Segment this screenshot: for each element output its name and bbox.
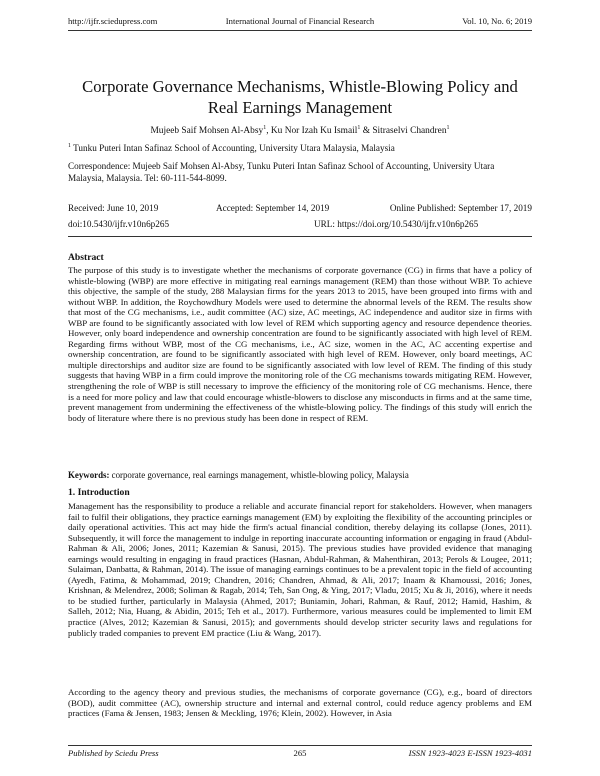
published-date: Online Published: September 17, 2019 — [389, 203, 532, 213]
introduction-paragraph: Management has the responsibility to produce a reliable and accurate financial report for stakeholders. However, when managers fail to fulfil their obligations, they practice earnings management (EM) by exploiting the flexibility of the accounting principles or daily operational activities. This act may hide the firm's actual financial condition, thereby delaying its collapse (Jones, 2011). Subsequently, it will force the management to indulge in reporting inaccurate accounting information or engaging in fraud (Abdul-Rahman & Ali, 2006; Jones, 2011; Kazemian & Sanusi, 2015). The previous studies have provided evidence that managing earnings would resulting in engaging in fraud practices (Hasnan, Abdul-Rahman, & Mahenthiran, 2013; Perols & Lougee, 2011; Sulaiman, Danbatta, & Rahman, 2014). The issue of managing earnings continues to be a prevalent topic in the field of accounting (Ayedh, Fatima, & Mohammad, 2019; Chandren, 2016; Chandren, Ahmad, & Ali, 2017; Inaam & Khamoussi, 2016; Jones, Krishnan, & Melendrez, 2008; Soliman & Ragab, 2014; Teh, San Ong, & Ying, 2017; Vladu, 2015; Xu & Ji, 2016), where it needs to be studied further, particularly in Malaysia (Ahmed, 2017; Buniamin, Johari, Rahman, & Rauf, 2012; Hamid, Hashim, & Salleh, 2012; Nia, Huang, & Abidin, 2015; Teh et al., 2017). Furthermore, various measures could be implemented to limit EM practice (Alves, 2012; Kazemian & Sanusi, 2015); and governments should develop stricter security laws and regulations for publicly traded companies to prevent EM practice (Liu & Wang, 2017). — [68, 501, 532, 638]
author-name: Mujeeb Saif Mohsen Al-Absy — [150, 126, 264, 137]
introduction-paragraph: According to the agency theory and previous studies, the mechanisms of corporate governance (CG), e.g., board of directors (BOD), audit committee (AC), ownership structure and internal and external control, could reduce agency problems and EM practices (Fama & Jensen, 1983; Jensen & Meckling, 1976; Klein, 2002). However, in Asia — [68, 687, 532, 719]
accepted-date: Accepted: September 14, 2019 — [216, 203, 330, 213]
correspondence: Correspondence: Mujeeb Saif Mohsen Al-Absy, Tunku Puteri Intan Safinaz School of Accounting, University Utara Malaysia, Malaysia. Tel: 60-111-544-8099. — [68, 161, 495, 183]
abstract-text: The purpose of this study is to investigate whether the mechanisms of corporate governance (CG) in firms that have a policy of whistle-blowing (WBP) are more effective in mitigating real earnings management (REM) than those without WBP. To achieve this objective, the sample of the study, 288 Malaysian firms for the years 2013 to 2015, have been grouped into firms with and without WBP. In addition, the Roychowdhury Models were used to determine the abnormal levels of the REM. The results show that most of the CG mechanisms, i.e., audit committee (AC) size, AC meetings, AC independence and auditor size in firms with WBP are found to be significantly associated with low level of REM which supporting agency and resource dependence theories. However, only board independence and ownership concentration are found to be significantly associated with high level of REM. Regarding firms without WBP, most of the CG mechanisms, i.e., AC size, women in the AC, AC accenting expertise and ownership concentration, are found to be significantly associated with high level of REM. However, only board meetings, AC multiple directorships and auditor size are found to be significantly associated with low level of REM. The finding of this study suggests that having WBP in a firm could improve the monitoring role of the CG mechanisms towards mitigating REM. However, strengthening the role of WBP is still necessary to improve the efficiency of the monitoring role of CG mechanisms. Hence, there is a need for more policy and law that could encourage whistle-blowers to disclose any misconducts in firms and at the same time, prevent management from undermining the effectiveness of the whistle-blowing policy. The findings of this study will enrich the body of literature where there is no previous study has been done in respect of REM. — [68, 265, 532, 423]
author-list: Mujeeb Saif Mohsen Al-Absy$^1$, Ku Nor Izah Ku Ismail$^1$ & Sitraselvi Chandren$^1$ — [150, 125, 450, 137]
page-number: 265 — [293, 748, 307, 758]
running-header — [68, 16, 532, 30]
doi-url[interactable]: URL: https://doi.org/10.5430/ijfr.v10n6p265 — [314, 219, 479, 229]
affiliation: $^1$ Tunku Puteri Intan Safinaz School of Accounting, University Utara Malaysia, Malaysia — [68, 143, 395, 154]
publication-dates — [68, 203, 532, 231]
keywords-text: corporate governance, real earnings management, whistle-blowing policy, Malaysia — [109, 470, 409, 480]
section-rule — [68, 236, 532, 237]
keywords — [68, 470, 532, 480]
received-date: Received: June 10, 2019 — [68, 203, 159, 213]
author-name: Ku Nor Izah Ku Ismail — [270, 126, 358, 137]
doi[interactable]: doi:10.5430/ijfr.v10n6p265 — [68, 219, 170, 229]
page-footer — [68, 748, 532, 760]
keywords-label: Keywords: — [68, 470, 110, 480]
author-name: Sitraselvi Chandren — [372, 126, 447, 137]
volume-info: Vol. 10, No. 6; 2019 — [462, 16, 532, 26]
publisher: Published by Sciedu Press — [68, 748, 159, 758]
issn: ISSN 1923-4023 E-ISSN 1923-4031 — [408, 748, 532, 758]
journal-url[interactable]: http://ijfr.sciedupress.com — [68, 16, 158, 26]
journal-name: International Journal of Financial Research — [225, 16, 375, 26]
introduction-heading: 1. Introduction — [68, 487, 130, 498]
article-title: Corporate Governance Mechanisms, Whistle-Blowing Policy and Real Earnings Management — [82, 77, 518, 117]
header-rule — [68, 30, 532, 31]
abstract-heading: Abstract — [68, 252, 104, 263]
footer-rule — [68, 745, 532, 746]
